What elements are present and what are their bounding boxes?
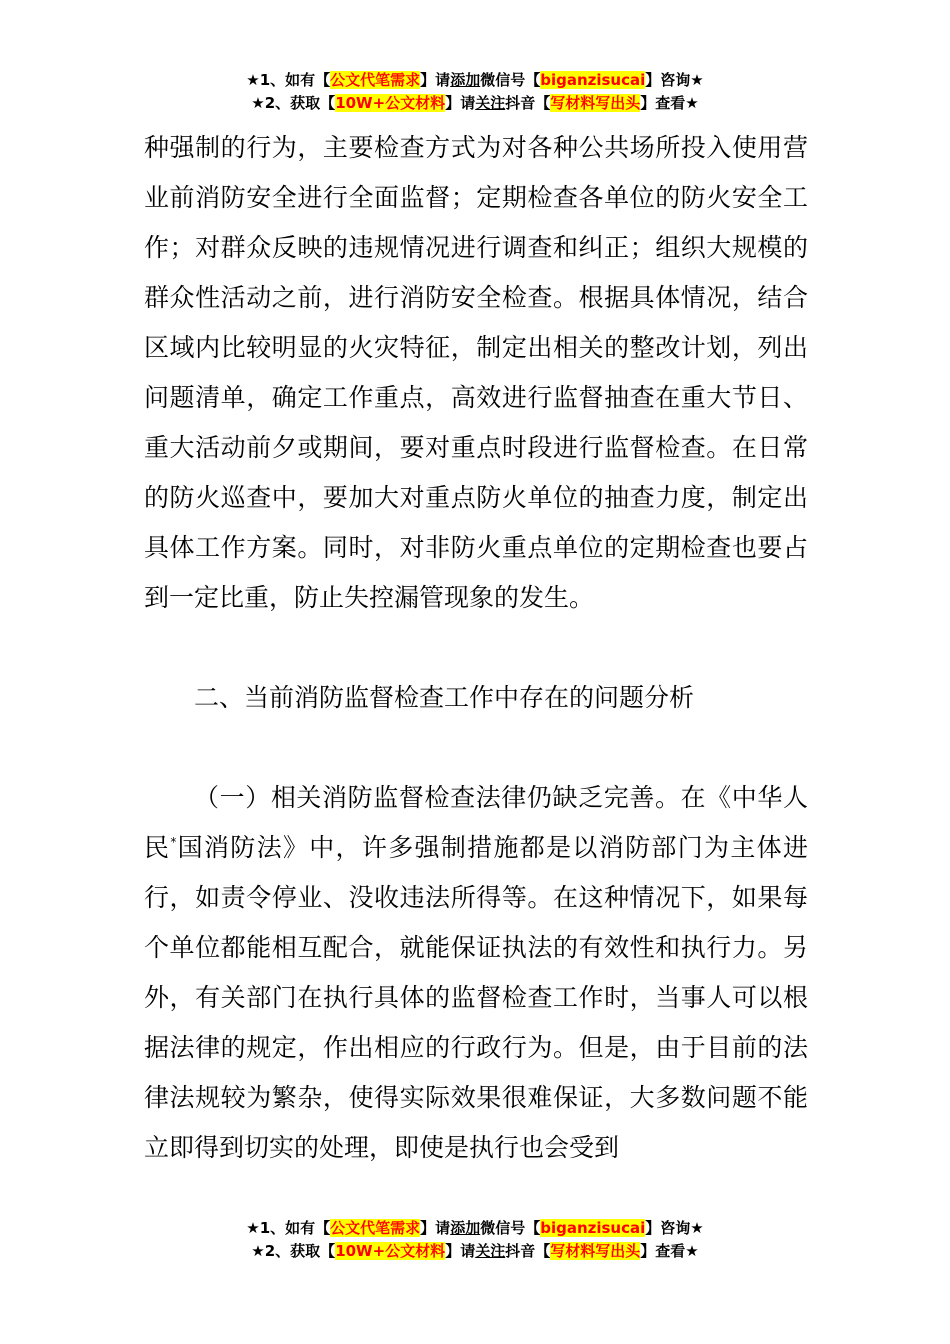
banner-wechat-id: biganzisucai — [540, 71, 646, 89]
banner-line-1 — [0, 1217, 950, 1240]
banner-underlined: 添加 — [450, 1219, 481, 1237]
banner-text: 】咨询★ — [645, 1219, 704, 1237]
footer-banner — [0, 1217, 950, 1263]
header-banner — [0, 69, 950, 115]
banner-highlight: 10W+公文材料 — [335, 94, 446, 112]
banner-text: 】咨询★ — [645, 71, 704, 89]
banner-text: 】请 — [420, 71, 451, 89]
banner-text: 】查看★ — [640, 94, 699, 112]
banner-text: 微信号【 — [480, 71, 541, 89]
banner-text: ★2、获取【 — [251, 1242, 336, 1260]
banner-douyin-id: 写材料写出头 — [550, 1242, 641, 1260]
banner-line-2 — [0, 92, 950, 115]
banner-text: 抖音【 — [505, 1242, 551, 1260]
paragraph-text: （一）相关消防监督检查法律仍缺乏完善。在《中华人民 — [144, 783, 808, 862]
banner-underlined: 关注 — [475, 94, 506, 112]
banner-text: ★2、获取【 — [251, 94, 336, 112]
document-body — [144, 123, 808, 1173]
banner-text: 】查看★ — [640, 1242, 699, 1260]
body-paragraph-1: 种强制的行为，主要检查方式为对各种公共场所投入使用营业前消防安全进行全面监督；定期检查各单位的防火安全工作；对群众反映的违规情况进行调查和纠正；组织大规模的群众性活动之前，进行消防安全检查。根据具体情况，结合区域内比较明显的火灾特征，制定出相关的整改计划，列出问题清单，确定工作重点，高效进行监督抽查在重大节日、重大活动前夕或期间，要对重点时段进行监督检查。在日常的防火巡查中，要加大对重点防火单位的抽查力度，制定出具体工作方案。同时，对非防火重点单位的定期检查也要占到一定比重，防止失控漏管现象的发生。 — [144, 133, 808, 612]
spacer — [144, 723, 808, 773]
body-paragraph-2 — [144, 773, 808, 1173]
banner-line-1 — [0, 69, 950, 92]
banner-text: 抖音【 — [505, 94, 551, 112]
banner-highlight: 10W+公文材料 — [335, 1242, 446, 1260]
spacer — [144, 623, 808, 673]
paragraph-text: 国消防法》中，许多强制措施都是以消防部门为主体进行，如责令停业、没收违法所得等。在这种情况下，如果每个单位都能相互配合，就能保证执法的有效性和执行力。另外，有关部门在执行具体的监督检查工作时，当事人可以根据法律的规定，作出相应的行政行为。但是，由于目前的法律法规较为繁杂，使得实际效果很难保证，大多数问题不能立即得到切实的处理，即使是执行也会受到 — [144, 833, 808, 1162]
banner-highlight: 公文代笔需求 — [330, 1219, 421, 1237]
section-heading: 二、当前消防监督检查工作中存在的问题分析 — [194, 683, 695, 712]
banner-text: 】请 — [445, 1242, 476, 1260]
banner-wechat-id: biganzisucai — [540, 1219, 646, 1237]
banner-underlined: 添加 — [450, 71, 481, 89]
asterisk-mark: * — [170, 835, 177, 849]
banner-text: 微信号【 — [480, 1219, 541, 1237]
banner-text: 】请 — [445, 94, 476, 112]
banner-highlight: 公文代笔需求 — [330, 71, 421, 89]
banner-text: ★1、如有【 — [246, 71, 331, 89]
banner-underlined: 关注 — [475, 1242, 506, 1260]
banner-text: 】请 — [420, 1219, 451, 1237]
banner-text: ★1、如有【 — [246, 1219, 331, 1237]
banner-douyin-id: 写材料写出头 — [550, 94, 641, 112]
banner-line-2 — [0, 1240, 950, 1263]
